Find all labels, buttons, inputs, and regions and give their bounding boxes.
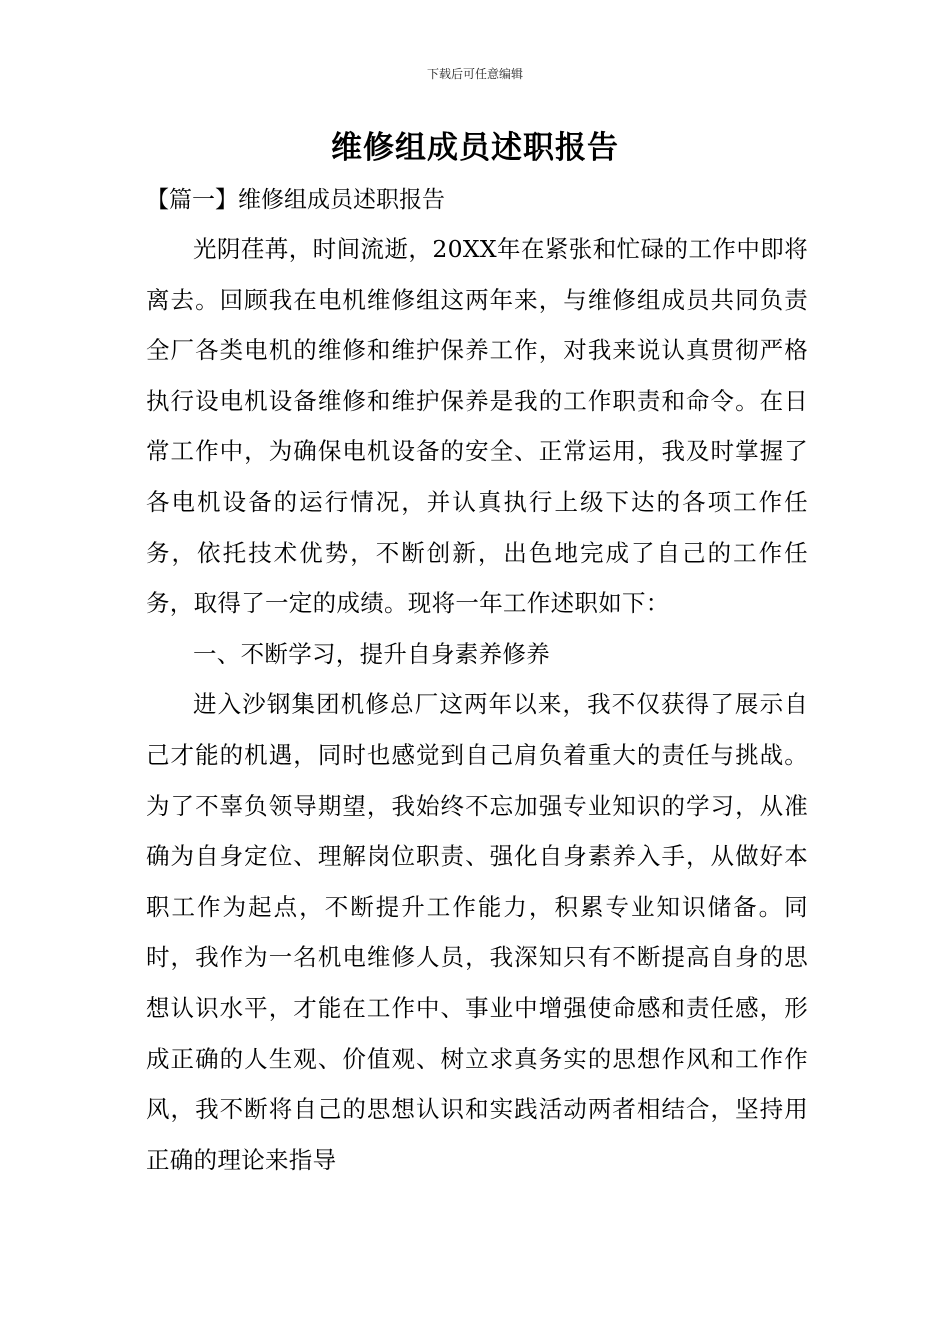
paragraph-intro: 光阴荏苒，时间流逝，20XX年在紧张和忙碌的工作中即将离去。回顾我在电机维修组这两年来，与维修组成员共同负责全厂各类电机的维修和维护保养工作，对我来说认真贯彻严格执行设电机设备维修和维护保养是我的工作职责和命令。在日常工作中，为确保电机设备的安全、正常运用，我及时掌握了各电机设备的运行情况，并认真执行上级下达的各项工作任务，依托技术优势，不断创新，出色地完成了自己的工作任务，取得了一定的成绩。现将一年工作述职如下： [146,235,808,618]
section-heading: 【篇一】维修组成员述职报告 [146,187,445,213]
paragraph-body-1: 进入沙钢集团机修总厂这两年以来，我不仅获得了展示自己才能的机遇，同时也感觉到自己肩负着重大的责任与挑战。为了不辜负领导期望，我始终不忘加强专业知识的学习，从准确为自身定位、理解岗位职责、强化自身素养入手，从做好本职工作为起点，不断提升工作能力，积累专业知识储备。同时，我作为一名机电维修人员，我深知只有不断提高自身的思想认识水平，才能在工作中、事业中增强使命感和责任感，形成正确的人生观、价值观、树立求真务实的思想作风和工作作风，我不断将自己的思想认识和实践活动两者相结合，坚持用正确的理论来指导 [146,690,808,1174]
header-note: 下载后可任意编辑 [426,67,523,81]
document-body [146,224,808,1185]
paragraph-subheading-1: 一、不断学习，提升自身素养修养 [193,639,550,668]
document-title: 维修组成员述职报告 [331,130,619,166]
